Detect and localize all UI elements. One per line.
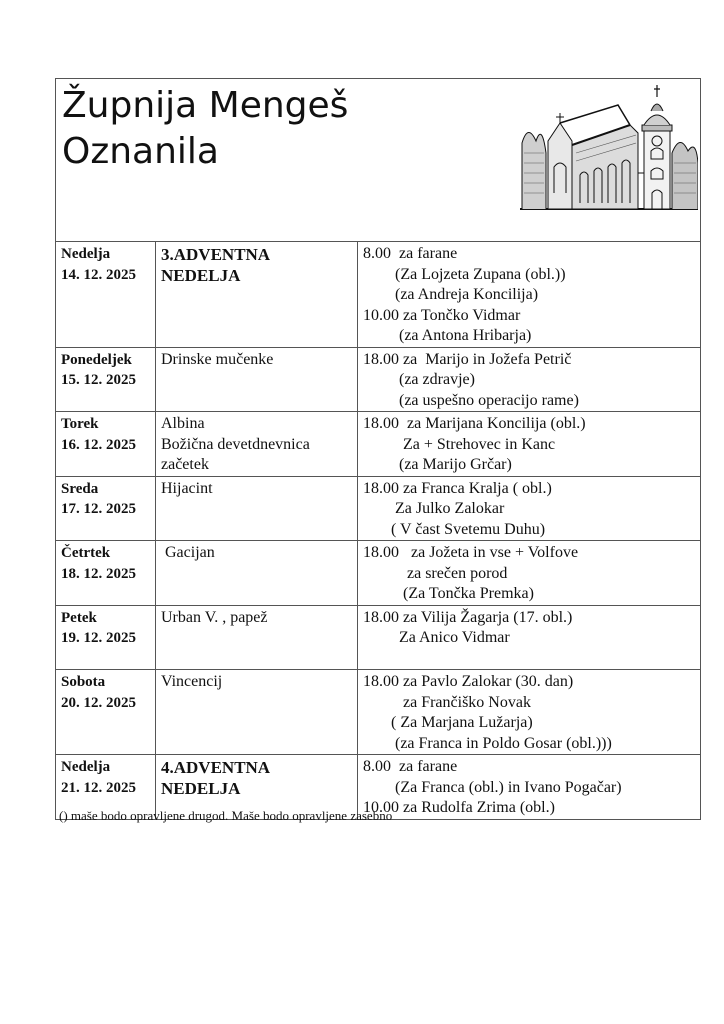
mass-intention: 18.00 za Pavlo Zalokar (30. dan) xyxy=(363,673,574,690)
mass-intention: (za zdravje) xyxy=(363,371,475,388)
page-title xyxy=(62,83,348,175)
mass-intention: 10.00 za Tončko Vidmar xyxy=(363,306,521,324)
mass-intention: Za Anico Vidmar xyxy=(363,629,510,646)
day-name: Torek xyxy=(61,416,99,432)
day-name: Petek xyxy=(61,609,97,626)
mass-intention: 18.00 za Vilija Žagarja (17. obl.) xyxy=(363,608,573,626)
mass-intention: ( V čast Svetemu Duhu) xyxy=(363,520,546,538)
mass-intentions-cell xyxy=(358,605,701,670)
date-cell xyxy=(56,476,156,541)
day-name: Nedelja xyxy=(61,246,111,262)
mass-intention: (Za Lojzeta Zupana (obl.)) xyxy=(363,265,566,283)
mass-intention: (za Marijo Grčar) xyxy=(363,456,512,473)
date: 14. 12. 2025 xyxy=(61,266,136,283)
mass-intention: 10.00 za Rudolfa Zrima (obl.) xyxy=(363,799,555,816)
feast-line: 4.ADVENTNA xyxy=(161,758,271,777)
feast-cell xyxy=(156,605,358,670)
schedule-row xyxy=(56,670,700,755)
mass-intention: (Za Franca (obl.) in Ivano Pogačar) xyxy=(363,778,622,796)
feast-line: Vincencij xyxy=(161,673,223,690)
mass-intention: (za Antona Hribarja) xyxy=(363,327,532,344)
schedule-row xyxy=(56,412,700,477)
feast-line: NEDELJA xyxy=(161,266,241,285)
mass-intentions-cell xyxy=(358,755,701,820)
footnote: () maše bodo opravljene drugod. Maše bodo opravljene zasebno xyxy=(59,808,393,823)
mass-intentions-cell xyxy=(358,412,701,477)
mass-intention: za Frančiško Novak xyxy=(363,693,531,711)
mass-intention: 18.00 za Marijana Koncilija (obl.) xyxy=(363,415,586,432)
feast-cell xyxy=(156,541,358,606)
mass-intentions-cell xyxy=(358,541,701,606)
mass-intention: 18.00 za Jožeta in vse + Volfove xyxy=(363,544,579,561)
date: 20. 12. 2025 xyxy=(61,694,136,711)
feast-line: Hijacint xyxy=(161,479,213,497)
feast-line: Božična devetdnevnica xyxy=(161,435,310,453)
date: 16. 12. 2025 xyxy=(61,436,136,453)
mass-intention: ( Za Marjana Lužarja) xyxy=(363,714,533,731)
feast-cell xyxy=(156,242,358,347)
day-name: Sreda xyxy=(61,480,99,497)
date-cell xyxy=(56,347,156,412)
announcements-sheet xyxy=(55,78,701,820)
feast-line: 3.ADVENTNA xyxy=(161,245,271,264)
date-cell xyxy=(56,412,156,477)
date: 17. 12. 2025 xyxy=(61,501,136,517)
mass-intention: 8.00 za farane xyxy=(363,758,458,775)
feast-cell xyxy=(156,347,358,412)
schedule-row xyxy=(56,347,700,412)
feast-line: Urban V. , papež xyxy=(161,608,268,626)
feast-line: Gacijan xyxy=(161,544,215,561)
schedule-row xyxy=(56,541,700,606)
date: 15. 12. 2025 xyxy=(61,372,136,388)
day-name: Ponedeljek xyxy=(61,351,132,368)
mass-intention xyxy=(363,649,695,670)
mass-intention: za srečen porod xyxy=(363,564,508,582)
feast-cell xyxy=(156,412,358,477)
header-section xyxy=(56,79,700,242)
date-cell xyxy=(56,670,156,755)
church-illustration-icon xyxy=(520,83,698,211)
feast-cell xyxy=(156,476,358,541)
mass-intention: 8.00 za farane xyxy=(363,245,458,262)
date-cell xyxy=(56,605,156,670)
feast-cell xyxy=(156,670,358,755)
mass-intention: (Za Tončka Premka) xyxy=(363,585,534,602)
mass-schedule-table xyxy=(56,242,700,820)
mass-intentions-cell xyxy=(358,242,701,347)
date: 19. 12. 2025 xyxy=(61,630,136,646)
mass-intentions-cell xyxy=(358,347,701,412)
mass-intention: (za uspešno operacijo rame) xyxy=(363,391,579,409)
mass-intention: Za Julko Zalokar xyxy=(363,500,505,517)
date-cell xyxy=(56,242,156,347)
date-cell xyxy=(56,541,156,606)
feast-line: Drinske mučenke xyxy=(161,350,274,368)
schedule-row xyxy=(56,242,700,347)
date: 21. 12. 2025 xyxy=(61,779,136,796)
feast-line: Albina xyxy=(161,415,205,432)
mass-intentions-cell xyxy=(358,670,701,755)
mass-intention: Za + Strehovec in Kanc xyxy=(363,435,556,453)
day-name: Sobota xyxy=(61,674,106,690)
schedule-row xyxy=(56,476,700,541)
day-name: Četrtek xyxy=(61,545,111,561)
day-name: Nedelja xyxy=(61,759,111,775)
mass-intention: (za Franca in Poldo Gosar (obl.))) xyxy=(363,734,612,752)
parish-name: Župnija Mengeš xyxy=(62,85,349,126)
date: 18. 12. 2025 xyxy=(61,565,136,582)
schedule-row xyxy=(56,605,700,670)
mass-intention: (za Andreja Koncilija) xyxy=(363,286,539,303)
feast-line: začetek xyxy=(161,456,209,473)
mass-intention: 18.00 za Franca Kralja ( obl.) xyxy=(363,479,552,497)
document-title: Oznanila xyxy=(62,131,219,172)
mass-intentions-cell xyxy=(358,476,701,541)
feast-line: NEDELJA xyxy=(161,779,241,798)
mass-intention: 18.00 za Marijo in Jožefa Petrič xyxy=(363,350,572,368)
